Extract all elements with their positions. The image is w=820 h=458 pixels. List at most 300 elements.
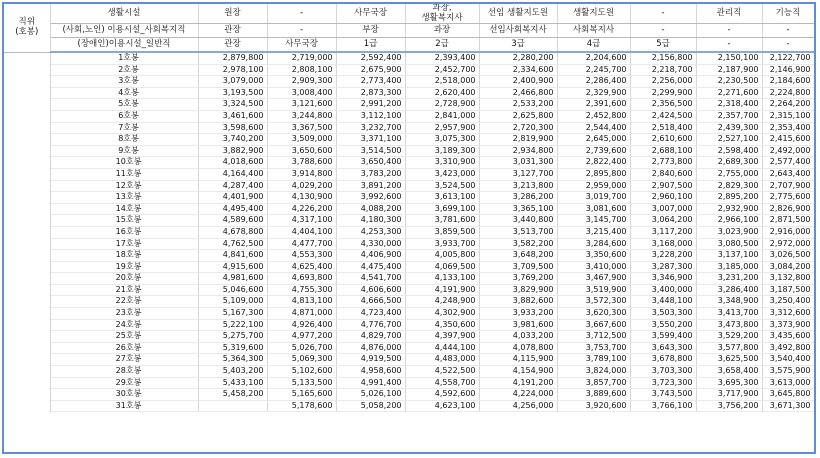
salary-cell: 3,723,300 bbox=[630, 377, 696, 389]
salary-cell: 2,271,600 bbox=[696, 87, 762, 99]
salary-cell: 2,146,900 bbox=[762, 64, 814, 76]
salary-cell: 2,907,500 bbox=[630, 180, 696, 192]
salary-cell: 2,122,700 bbox=[762, 52, 814, 64]
header-cell: 2급 bbox=[405, 38, 479, 53]
header-cell: 4급 bbox=[557, 38, 630, 53]
salary-cell: 4,606,600 bbox=[336, 284, 405, 296]
salary-cell: 2,184,600 bbox=[762, 76, 814, 88]
step-label: 14호봉 bbox=[50, 203, 198, 215]
salary-table-frame bbox=[2, 2, 816, 454]
row-spacer bbox=[4, 122, 50, 134]
salary-cell: 2,720,300 bbox=[479, 122, 557, 134]
salary-cell: 3,324,500 bbox=[198, 99, 267, 111]
salary-cell: 2,991,200 bbox=[336, 99, 405, 111]
salary-cell: 4,180,300 bbox=[336, 215, 405, 227]
salary-cell: 2,916,000 bbox=[762, 226, 814, 238]
row-spacer bbox=[4, 331, 50, 343]
row-spacer bbox=[4, 319, 50, 331]
salary-cell: 3,613,000 bbox=[762, 377, 814, 389]
salary-cell: 2,224,800 bbox=[762, 87, 814, 99]
salary-cell: 3,824,000 bbox=[557, 366, 630, 378]
header-cell: - bbox=[762, 38, 814, 53]
table-row bbox=[4, 145, 814, 157]
row-spacer bbox=[4, 99, 50, 111]
salary-cell: 2,187,900 bbox=[696, 64, 762, 76]
row-spacer bbox=[4, 52, 50, 64]
step-label: 29호봉 bbox=[50, 377, 198, 389]
salary-cell: 4,397,900 bbox=[405, 331, 479, 343]
salary-cell: 2,598,400 bbox=[696, 145, 762, 157]
salary-cell: 3,933,200 bbox=[479, 308, 557, 320]
salary-cell: 5,069,300 bbox=[267, 354, 336, 366]
salary-cell: 3,286,400 bbox=[696, 284, 762, 296]
salary-cell: 4,981,600 bbox=[198, 273, 267, 285]
salary-cell: 5,165,600 bbox=[267, 389, 336, 401]
header-cell: 3급 bbox=[479, 38, 557, 53]
row-spacer bbox=[4, 261, 50, 273]
header-cell: 부장 bbox=[336, 24, 405, 38]
salary-cell: 5,433,100 bbox=[198, 377, 267, 389]
salary-cell: 3,743,500 bbox=[630, 389, 696, 401]
salary-cell: 4,133,100 bbox=[405, 273, 479, 285]
salary-cell: 4,191,200 bbox=[479, 377, 557, 389]
salary-cell: 5,178,600 bbox=[267, 400, 336, 412]
salary-cell: 3,121,600 bbox=[267, 99, 336, 111]
salary-cell: 3,709,500 bbox=[479, 261, 557, 273]
salary-cell: 3,643,300 bbox=[630, 342, 696, 354]
salary-cell: 3,699,100 bbox=[405, 203, 479, 215]
step-label: 4호봉 bbox=[50, 87, 198, 99]
salary-cell: 2,329,900 bbox=[557, 87, 630, 99]
table-body bbox=[4, 52, 814, 412]
salary-cell: 5,364,300 bbox=[198, 354, 267, 366]
row-spacer bbox=[4, 250, 50, 262]
row-spacer bbox=[4, 157, 50, 169]
salary-cell: 4,317,100 bbox=[267, 215, 336, 227]
header-row-2 bbox=[4, 24, 814, 38]
salary-cell: 4,253,300 bbox=[336, 226, 405, 238]
salary-cell: 2,773,400 bbox=[336, 76, 405, 88]
salary-cell: 4,033,200 bbox=[479, 331, 557, 343]
salary-cell: 3,132,800 bbox=[762, 273, 814, 285]
salary-cell: 3,287,300 bbox=[630, 261, 696, 273]
step-label: 1호봉 bbox=[50, 52, 198, 64]
salary-cell: 2,879,800 bbox=[198, 52, 267, 64]
salary-cell: 2,156,800 bbox=[630, 52, 696, 64]
salary-cell: 5,102,600 bbox=[267, 366, 336, 378]
salary-cell: 4,191,900 bbox=[405, 284, 479, 296]
salary-cell: 2,518,400 bbox=[630, 122, 696, 134]
salary-cell: 4,401,900 bbox=[198, 192, 267, 204]
salary-cell bbox=[198, 400, 267, 412]
salary-cell: 4,553,300 bbox=[267, 250, 336, 262]
salary-cell: 4,115,900 bbox=[479, 354, 557, 366]
salary-cell: 3,650,400 bbox=[336, 157, 405, 169]
salary-cell: 3,789,100 bbox=[557, 354, 630, 366]
salary-cell: 2,452,700 bbox=[405, 64, 479, 76]
header-cell: 원장 bbox=[198, 4, 267, 24]
table-row bbox=[4, 354, 814, 366]
salary-cell: 3,712,500 bbox=[557, 331, 630, 343]
salary-cell: 2,755,000 bbox=[696, 168, 762, 180]
salary-cell: 2,822,400 bbox=[557, 157, 630, 169]
salary-cell: 4,876,000 bbox=[336, 342, 405, 354]
salary-cell: 3,284,600 bbox=[557, 238, 630, 250]
salary-cell: 2,452,800 bbox=[557, 110, 630, 122]
salary-cell: 2,873,300 bbox=[336, 87, 405, 99]
table-row bbox=[4, 192, 814, 204]
salary-cell: 3,080,500 bbox=[696, 238, 762, 250]
header-cell: 관장 bbox=[198, 38, 267, 53]
row-spacer bbox=[4, 366, 50, 378]
salary-cell: 3,529,200 bbox=[696, 331, 762, 343]
salary-cell: 2,400,900 bbox=[479, 76, 557, 88]
step-label: 8호봉 bbox=[50, 134, 198, 146]
step-label: 9호봉 bbox=[50, 145, 198, 157]
salary-cell: 4,350,600 bbox=[405, 319, 479, 331]
row-spacer bbox=[4, 145, 50, 157]
table-row bbox=[4, 87, 814, 99]
salary-cell: 3,891,200 bbox=[336, 180, 405, 192]
header-cell: - bbox=[267, 24, 336, 38]
header-cell: 선임사회복지사 bbox=[479, 24, 557, 38]
salary-cell: 4,589,600 bbox=[198, 215, 267, 227]
salary-cell: 4,130,900 bbox=[267, 192, 336, 204]
salary-cell: 3,933,700 bbox=[405, 238, 479, 250]
salary-cell: 2,960,100 bbox=[630, 192, 696, 204]
position-step-header-line: (호봉) bbox=[15, 26, 39, 37]
salary-cell: 3,509,000 bbox=[267, 134, 336, 146]
salary-cell: 4,915,600 bbox=[198, 261, 267, 273]
row-spacer bbox=[4, 342, 50, 354]
salary-cell: 3,473,800 bbox=[696, 319, 762, 331]
salary-cell: 3,598,600 bbox=[198, 122, 267, 134]
salary-cell: 2,819,900 bbox=[479, 134, 557, 146]
salary-cell: 3,031,300 bbox=[479, 157, 557, 169]
header-cell: - bbox=[696, 24, 762, 38]
step-label: 27호봉 bbox=[50, 354, 198, 366]
header-cell: 5급 bbox=[630, 38, 696, 53]
table-row bbox=[4, 203, 814, 215]
salary-cell: 2,728,900 bbox=[405, 99, 479, 111]
salary-cell: 4,256,000 bbox=[479, 400, 557, 412]
table-row bbox=[4, 377, 814, 389]
salary-cell: 3,613,100 bbox=[405, 192, 479, 204]
step-label: 7호봉 bbox=[50, 122, 198, 134]
salary-cell: 3,400,000 bbox=[630, 284, 696, 296]
salary-cell: 3,026,500 bbox=[762, 250, 814, 262]
salary-cell: 5,167,300 bbox=[198, 308, 267, 320]
step-label: 31호봉 bbox=[50, 400, 198, 412]
position-step-header bbox=[4, 4, 50, 52]
salary-cell: 3,310,900 bbox=[405, 157, 479, 169]
row-spacer bbox=[4, 168, 50, 180]
table-row bbox=[4, 99, 814, 111]
table-row bbox=[4, 122, 814, 134]
salary-cell: 5,222,100 bbox=[198, 319, 267, 331]
salary-cell: 2,318,400 bbox=[696, 99, 762, 111]
salary-cell: 2,689,300 bbox=[696, 157, 762, 169]
salary-cell: 2,492,000 bbox=[762, 145, 814, 157]
table-row bbox=[4, 168, 814, 180]
salary-cell: 4,495,400 bbox=[198, 203, 267, 215]
salary-cell: 3,019,700 bbox=[557, 192, 630, 204]
salary-cell: 3,859,500 bbox=[405, 226, 479, 238]
salary-cell: 3,599,400 bbox=[630, 331, 696, 343]
salary-cell: 2,592,400 bbox=[336, 52, 405, 64]
table-row bbox=[4, 400, 814, 412]
salary-cell: 3,079,000 bbox=[198, 76, 267, 88]
salary-cell: 4,871,000 bbox=[267, 308, 336, 320]
salary-cell: 2,256,000 bbox=[630, 76, 696, 88]
salary-cell: 4,755,300 bbox=[267, 284, 336, 296]
table-row bbox=[4, 342, 814, 354]
salary-cell: 4,406,900 bbox=[336, 250, 405, 262]
salary-cell: 3,312,600 bbox=[762, 308, 814, 320]
salary-cell: 4,444,100 bbox=[405, 342, 479, 354]
salary-cell: 3,008,400 bbox=[267, 87, 336, 99]
salary-cell: 4,991,400 bbox=[336, 377, 405, 389]
step-label: 30호봉 bbox=[50, 389, 198, 401]
row-spacer bbox=[4, 215, 50, 227]
salary-cell: 2,264,200 bbox=[762, 99, 814, 111]
salary-cell: 3,467,900 bbox=[557, 273, 630, 285]
step-label: 25호봉 bbox=[50, 331, 198, 343]
salary-cell: 3,492,800 bbox=[762, 342, 814, 354]
salary-cell: 5,109,000 bbox=[198, 296, 267, 308]
salary-cell: 3,168,000 bbox=[630, 238, 696, 250]
salary-cell: 2,808,100 bbox=[267, 64, 336, 76]
salary-cell: 2,707,900 bbox=[762, 180, 814, 192]
row-spacer bbox=[4, 64, 50, 76]
salary-cell: 4,078,800 bbox=[479, 342, 557, 354]
salary-cell: 2,533,200 bbox=[479, 99, 557, 111]
salary-cell: 3,658,400 bbox=[696, 366, 762, 378]
step-label: 12호봉 bbox=[50, 180, 198, 192]
salary-cell: 3,440,800 bbox=[479, 215, 557, 227]
header-cell: (사회,노인) 이용시설_사회복지직 bbox=[50, 24, 198, 38]
salary-cell: 3,423,000 bbox=[405, 168, 479, 180]
header-cell: - bbox=[762, 24, 814, 38]
salary-cell: 3,371,100 bbox=[336, 134, 405, 146]
salary-cell: 3,829,900 bbox=[479, 284, 557, 296]
step-label: 17호봉 bbox=[50, 238, 198, 250]
salary-cell: 2,966,100 bbox=[696, 215, 762, 227]
salary-cell: 4,723,400 bbox=[336, 308, 405, 320]
salary-cell: 4,693,800 bbox=[267, 273, 336, 285]
salary-cell: 3,187,500 bbox=[762, 284, 814, 296]
header-cell: 생활지도원 bbox=[557, 4, 630, 24]
table-row bbox=[4, 261, 814, 273]
step-label: 13호봉 bbox=[50, 192, 198, 204]
step-label: 23호봉 bbox=[50, 308, 198, 320]
header-cell: 과장 bbox=[405, 24, 479, 38]
salary-cell: 2,299,900 bbox=[630, 87, 696, 99]
salary-cell: 2,978,100 bbox=[198, 64, 267, 76]
salary-cell: 4,829,700 bbox=[336, 331, 405, 343]
salary-cell: 5,026,700 bbox=[267, 342, 336, 354]
row-spacer bbox=[4, 354, 50, 366]
salary-cell: 3,519,900 bbox=[557, 284, 630, 296]
salary-cell: 2,230,500 bbox=[696, 76, 762, 88]
salary-cell: 3,232,700 bbox=[336, 122, 405, 134]
salary-cell: 3,781,600 bbox=[405, 215, 479, 227]
step-label: 21호봉 bbox=[50, 284, 198, 296]
salary-cell: 3,112,100 bbox=[336, 110, 405, 122]
salary-cell: 2,934,800 bbox=[479, 145, 557, 157]
salary-cell: 3,189,300 bbox=[405, 145, 479, 157]
salary-cell: 2,334,600 bbox=[479, 64, 557, 76]
step-label: 5호봉 bbox=[50, 99, 198, 111]
salary-cell: 2,840,600 bbox=[630, 168, 696, 180]
row-spacer bbox=[4, 273, 50, 285]
salary-cell: 3,244,800 bbox=[267, 110, 336, 122]
row-spacer bbox=[4, 76, 50, 88]
salary-cell: 4,226,200 bbox=[267, 203, 336, 215]
salary-cell: 3,671,300 bbox=[762, 400, 814, 412]
step-label: 6호봉 bbox=[50, 110, 198, 122]
salary-cell: 3,788,600 bbox=[267, 157, 336, 169]
row-spacer bbox=[4, 192, 50, 204]
salary-cell: 2,895,200 bbox=[696, 192, 762, 204]
header-cell: - bbox=[630, 4, 696, 24]
salary-cell: 4,018,600 bbox=[198, 157, 267, 169]
salary-cell: 2,620,400 bbox=[405, 87, 479, 99]
salary-table bbox=[4, 4, 815, 412]
header-row-1 bbox=[4, 4, 814, 24]
row-spacer bbox=[4, 296, 50, 308]
salary-cell: 3,514,500 bbox=[336, 145, 405, 157]
salary-cell: 4,666,500 bbox=[336, 296, 405, 308]
salary-cell: 3,346,900 bbox=[630, 273, 696, 285]
salary-cell: 2,675,900 bbox=[336, 64, 405, 76]
step-label: 18호봉 bbox=[50, 250, 198, 262]
row-spacer bbox=[4, 400, 50, 412]
salary-cell: 3,703,300 bbox=[630, 366, 696, 378]
salary-cell: 3,753,700 bbox=[557, 342, 630, 354]
salary-cell: 2,957,900 bbox=[405, 122, 479, 134]
step-label: 28호봉 bbox=[50, 366, 198, 378]
salary-cell: 4,477,700 bbox=[267, 238, 336, 250]
salary-cell: 2,393,400 bbox=[405, 52, 479, 64]
row-spacer bbox=[4, 308, 50, 320]
table-row bbox=[4, 157, 814, 169]
salary-cell: 3,348,900 bbox=[696, 296, 762, 308]
table-row bbox=[4, 180, 814, 192]
salary-cell: 3,575,900 bbox=[762, 366, 814, 378]
salary-cell: 3,981,600 bbox=[479, 319, 557, 331]
salary-cell: 3,084,200 bbox=[762, 261, 814, 273]
row-spacer bbox=[4, 238, 50, 250]
salary-cell: 2,643,400 bbox=[762, 168, 814, 180]
salary-cell: 3,350,600 bbox=[557, 250, 630, 262]
salary-cell: 3,645,800 bbox=[762, 389, 814, 401]
salary-cell: 2,959,000 bbox=[557, 180, 630, 192]
salary-cell: 4,287,400 bbox=[198, 180, 267, 192]
salary-cell: 4,977,200 bbox=[267, 331, 336, 343]
salary-cell: 2,577,400 bbox=[762, 157, 814, 169]
salary-cell: 3,577,800 bbox=[696, 342, 762, 354]
salary-cell: 3,373,900 bbox=[762, 319, 814, 331]
step-label: 24호봉 bbox=[50, 319, 198, 331]
salary-cell: 2,527,100 bbox=[696, 134, 762, 146]
header-cell: - bbox=[630, 24, 696, 38]
salary-cell: 4,841,600 bbox=[198, 250, 267, 262]
header-cell: - bbox=[696, 38, 762, 53]
salary-cell: 3,540,400 bbox=[762, 354, 814, 366]
salary-cell: 4,224,000 bbox=[479, 389, 557, 401]
row-spacer bbox=[4, 389, 50, 401]
salary-cell: 4,558,700 bbox=[405, 377, 479, 389]
salary-cell: 2,871,500 bbox=[762, 215, 814, 227]
salary-cell: 3,650,600 bbox=[267, 145, 336, 157]
header-cell: 1급 bbox=[336, 38, 405, 53]
header-cell: 사회복지사 bbox=[557, 24, 630, 38]
salary-cell: 2,150,100 bbox=[696, 52, 762, 64]
salary-cell: 2,544,400 bbox=[557, 122, 630, 134]
salary-cell: 3,117,200 bbox=[630, 226, 696, 238]
header-cell: 관리직 bbox=[696, 4, 762, 24]
salary-cell: 3,007,000 bbox=[630, 203, 696, 215]
row-spacer bbox=[4, 226, 50, 238]
salary-cell: 3,448,100 bbox=[630, 296, 696, 308]
salary-cell: 3,215,400 bbox=[557, 226, 630, 238]
salary-cell: 4,330,000 bbox=[336, 238, 405, 250]
salary-cell: 3,365,100 bbox=[479, 203, 557, 215]
table-row bbox=[4, 296, 814, 308]
row-spacer bbox=[4, 203, 50, 215]
salary-cell: 3,648,200 bbox=[479, 250, 557, 262]
salary-cell: 3,193,500 bbox=[198, 87, 267, 99]
salary-cell: 4,088,200 bbox=[336, 203, 405, 215]
header-cell: 사무국장 bbox=[267, 38, 336, 53]
step-label: 15호봉 bbox=[50, 215, 198, 227]
salary-cell: 2,895,800 bbox=[557, 168, 630, 180]
salary-cell: 5,046,600 bbox=[198, 284, 267, 296]
table-row bbox=[4, 215, 814, 227]
salary-cell: 2,518,000 bbox=[405, 76, 479, 88]
table-row bbox=[4, 308, 814, 320]
salary-cell: 2,424,500 bbox=[630, 110, 696, 122]
header-cell: 관장 bbox=[198, 24, 267, 38]
salary-cell: 3,889,600 bbox=[557, 389, 630, 401]
salary-cell: 3,250,400 bbox=[762, 296, 814, 308]
row-spacer bbox=[4, 180, 50, 192]
salary-cell: 2,356,500 bbox=[630, 99, 696, 111]
salary-cell: 3,064,200 bbox=[630, 215, 696, 227]
salary-cell: 3,740,200 bbox=[198, 134, 267, 146]
row-spacer bbox=[4, 284, 50, 296]
row-spacer bbox=[4, 377, 50, 389]
salary-cell: 2,353,400 bbox=[762, 122, 814, 134]
salary-cell: 3,550,200 bbox=[630, 319, 696, 331]
salary-cell: 4,813,100 bbox=[267, 296, 336, 308]
step-label: 19호봉 bbox=[50, 261, 198, 273]
salary-cell: 3,137,100 bbox=[696, 250, 762, 262]
salary-cell: 3,286,200 bbox=[479, 192, 557, 204]
step-label: 26호봉 bbox=[50, 342, 198, 354]
row-spacer bbox=[4, 134, 50, 146]
salary-cell: 3,920,600 bbox=[557, 400, 630, 412]
table-row bbox=[4, 250, 814, 262]
salary-cell: 3,513,700 bbox=[479, 226, 557, 238]
header-cell: 생활시설 bbox=[50, 4, 198, 24]
salary-cell: 2,625,800 bbox=[479, 110, 557, 122]
table-row bbox=[4, 284, 814, 296]
salary-cell: 4,678,800 bbox=[198, 226, 267, 238]
salary-cell: 3,075,300 bbox=[405, 134, 479, 146]
salary-cell: 3,992,600 bbox=[336, 192, 405, 204]
